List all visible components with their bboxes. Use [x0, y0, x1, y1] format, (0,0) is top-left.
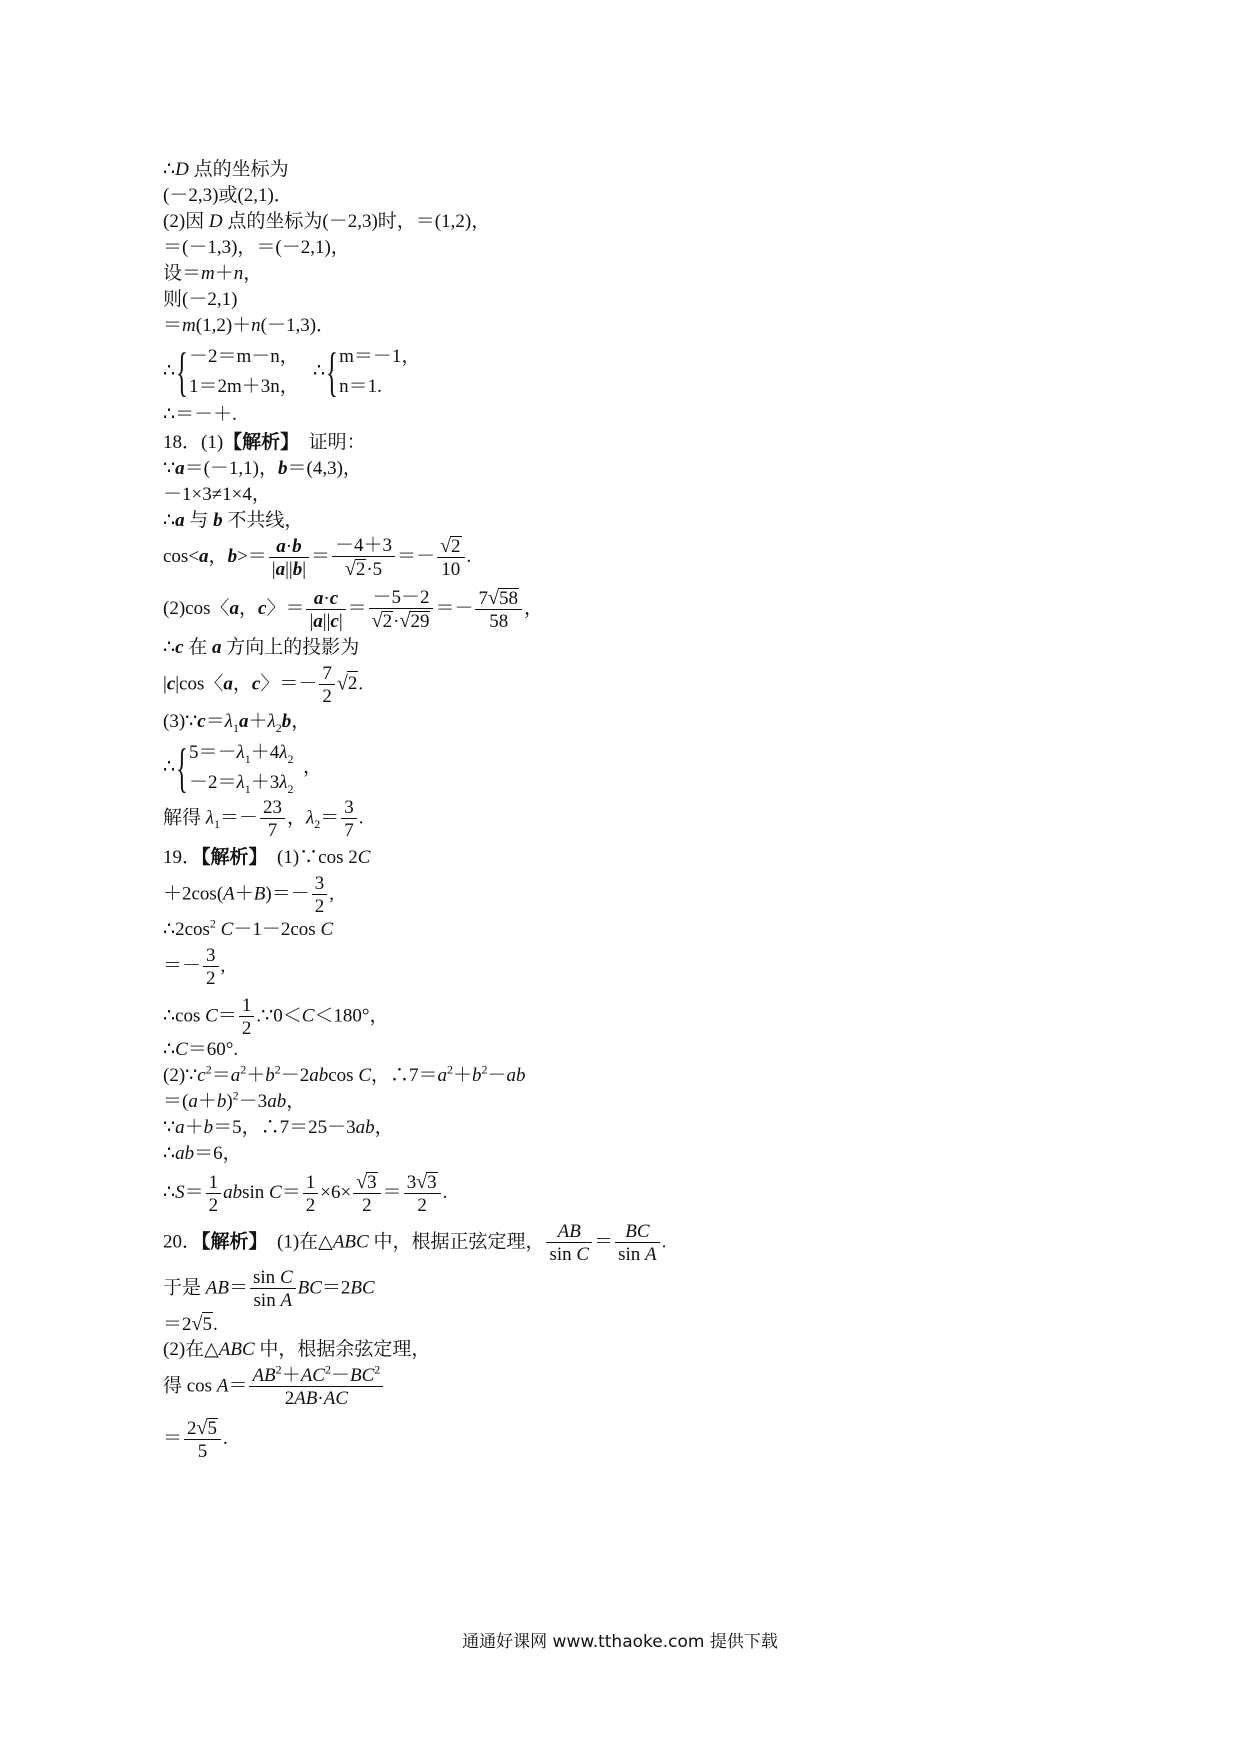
text-line: ∴ab＝6， — [163, 1143, 242, 1164]
text-line: ∴c 在 a 方向上的投影为 — [163, 637, 360, 658]
text-line: (－2,3)或(2,1)． — [163, 185, 293, 206]
question-18-heading: 18．(1)【解析】 证明： — [163, 432, 366, 453]
text-line: ＝ $\frac{2√5}{5}$ . — [163, 1417, 228, 1462]
equation-system: ∴{－2＝m－n， 1＝2m＋3n， ∴{m＝－1， n＝1. — [163, 342, 421, 402]
text-line: ∴cos C＝ $\frac{1}{2}$ .∵0＜C＜180°， — [163, 995, 389, 1039]
cosine-formula: (2)cos〈a，c〉＝ $\frac{a\cdot c}{|a||c|}$ ＝ $\frac{-5-2}{√2\cdot√29}$ ＝－ $\frac{7√58}{58}$ ， — [163, 587, 543, 632]
text-line: $(2)\because c^2=a^2+b^2-2abcos$ C，$\therefore 7=a^2+b^2-ab$ — [163, 1062, 526, 1086]
equation-system: $\therefore\{5=-\lambda_1+4\lambda_2$ $-2=\lambda_1+3\lambda_2$ ， — [163, 738, 323, 798]
text-line: ∴C＝60°. — [163, 1039, 239, 1060]
text-line: ∴＝－＋. — [163, 404, 237, 425]
text-line: (2)在△ABC 中，根据余弦定理， — [163, 1339, 431, 1360]
text-line: $\therefore 2\cos^2$ C－1－2cos C — [163, 916, 334, 940]
text-line: $(3)\because c=\lambda_1a+\lambda_2b$， — [163, 711, 311, 735]
text-line: －1×3≠1×4， — [163, 484, 271, 505]
text-line: ＝－ $\frac{3}{2}$ , — [163, 945, 226, 989]
text-line: 设＝m＋n， — [163, 263, 263, 284]
projection-formula: |c|cos〈a，c〉＝－ $\frac{7}{2}$ √2. — [163, 663, 364, 707]
cosine-formula: cos<a，b>＝ $\frac{a\cdot b}{|a||b|}$ ＝ $\frac{-4+3}{√2\cdot 5}$ ＝－ $\frac{√2}{10}$ . — [163, 535, 472, 580]
text-line: ∵a＝(－1,1)，b＝(4,3)， — [163, 458, 362, 479]
text-line: $=(a+b)^2-3ab$， — [163, 1088, 306, 1112]
text-line: ＝2√5. — [163, 1313, 218, 1335]
text-line: 于是 AB＝ $\frac{\text{sin C}}{\text{sin A}}$ BC＝2BC — [163, 1267, 375, 1311]
solution-line: 解得 $\lambda_1=-$ $\frac{23}{7}$ ，$\lambda_2=$ $\frac{3}{7}$ . — [163, 797, 364, 841]
text-line: ∵a＋b＝5，∴7＝25－3ab， — [163, 1117, 394, 1138]
question-20-heading: 20．【解析】 (1)在△ABC 中，根据正弦定理， $\frac{AB}{\text{sin C}}$ ＝ $\frac{BC}{\text{sin A}}$ . — [163, 1221, 667, 1265]
text-line: ∴D 点的坐标为 — [163, 159, 289, 180]
text-line: ＋2cos(A＋B)＝－ $\frac{3}{2}$ , — [163, 873, 334, 917]
area-formula: ∴S＝ $\frac{1}{2}$ absin C＝ $\frac{1}{2}$ ×6× $\frac{√3}{2}$ ＝ $\frac{3√3}{2}$ . — [163, 1171, 448, 1216]
footer-text: 通通好课网 www.tthaoke.com 提供下载 — [462, 1632, 778, 1652]
text-line: 则(－2,1) — [163, 289, 238, 310]
question-19-heading: 19．【解析】 (1)∵cos 2C — [163, 847, 371, 868]
text-line: (2)因 D 点的坐标为(－2,3)时，＝(1,2)， — [163, 211, 491, 232]
text-line: ∴a 与 b 不共线， — [163, 510, 304, 531]
text-line: ＝m(1,2)＋n(－1,3)． — [163, 315, 336, 336]
cosine-law-formula: 得 cos A＝ $\frac{AB^2+AC^2-BC^2}{2AB\cdot AC}$ — [163, 1366, 385, 1408]
text-line: ＝(－1,3)，＝(－2,1)， — [163, 237, 350, 258]
